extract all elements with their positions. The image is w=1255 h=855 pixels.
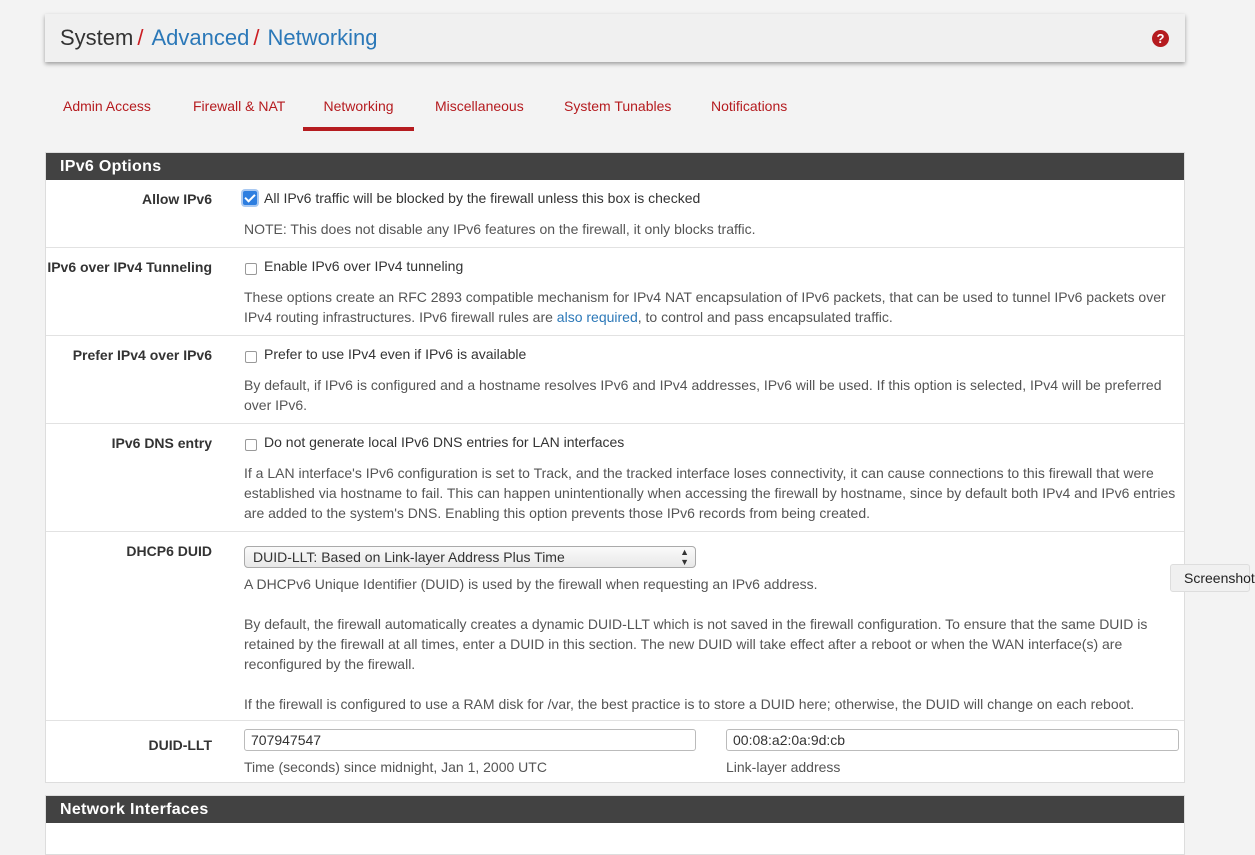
tab-firewall-nat[interactable]: Firewall & NAT	[193, 98, 286, 114]
duid-llt-time-input[interactable]: 707947547	[244, 729, 696, 751]
prefer-ipv4-text: Prefer to use IPv4 even if IPv6 is available	[264, 346, 527, 362]
tunneling-help	[244, 287, 1179, 327]
ipv6-options-panel	[45, 152, 1185, 783]
dhcp6-duid-label: DHCP6 DUID	[126, 543, 212, 559]
duid-help-3: If the firewall is configured to use a RAM disk for /var, the best practice is to store a DUID here; otherwise, the DUID will change on each reboot.	[244, 696, 1135, 712]
tunneling-row	[46, 248, 1184, 336]
duid-llt-time-help: Time (seconds) since midnight, Jan 1, 2000 UTC	[244, 759, 547, 775]
select-arrows-icon: ▲ ▼	[680, 547, 689, 567]
breadcrumb-system: System	[60, 25, 134, 50]
breadcrumb-separator: /	[137, 25, 144, 50]
ipv6-dns-row	[46, 424, 1184, 532]
screenshot-side-tab[interactable]: Screenshot	[1170, 564, 1250, 592]
dhcp6-duid-row	[46, 532, 1184, 721]
panel-heading: Network Interfaces	[46, 796, 1184, 823]
prefer-ipv4-checkbox[interactable]	[245, 351, 257, 363]
page-header	[45, 14, 1185, 62]
ipv6-dns-label: IPv6 DNS entry	[111, 435, 212, 451]
allow-ipv6-row	[46, 180, 1184, 248]
tab-miscellaneous[interactable]: Miscellaneous	[435, 98, 524, 114]
ipv6-dns-text: Do not generate local IPv6 DNS entries for LAN interfaces	[264, 434, 625, 450]
allow-ipv6-checkbox[interactable]	[243, 191, 257, 205]
tunneling-text: Enable IPv6 over IPv4 tunneling	[264, 258, 464, 274]
duid-help-1: A DHCPv6 Unique Identifier (DUID) is used by the firewall when requesting an IPv6 address.	[244, 576, 818, 592]
help-icon[interactable]: ?	[1152, 30, 1169, 47]
prefer-ipv4-row	[46, 336, 1184, 424]
breadcrumb-separator: /	[253, 25, 260, 50]
tunneling-label: IPv6 over IPv4 Tunneling	[47, 259, 212, 275]
allow-ipv6-label: Allow IPv6	[141, 191, 212, 207]
tab-bar	[45, 92, 945, 132]
duid-llt-row	[46, 721, 1184, 783]
ipv6-dns-help: If a LAN interface's IPv6 configuration is set to Track, and the tracked interface loses connectivity, it can cause connections to this firewall that were established via hostname to fail. This can happen unintentionally when accessing the firewall by hostname, since by default both IPv4 and IPv6 entries are added to the system's DNS. Enabling this option prevents those IPv6 records from being created.	[244, 465, 1176, 521]
tab-networking[interactable]: Networking	[303, 92, 414, 131]
also-required-link[interactable]: also required	[556, 309, 638, 325]
tab-system-tunables[interactable]: System Tunables	[564, 98, 672, 114]
duid-llt-link-input[interactable]: 00:08:a2:0a:9d:cb	[726, 729, 1179, 751]
duid-llt-link-help: Link-layer address	[726, 759, 841, 775]
allow-ipv6-note: NOTE: This does not disable any IPv6 features on the firewall, it only blocks traffic.	[244, 221, 756, 237]
ipv6-dns-checkbox[interactable]	[245, 439, 257, 451]
prefer-ipv4-label: Prefer IPv4 over IPv6	[72, 347, 212, 363]
duid-llt-label: DUID-LLT	[148, 737, 212, 753]
tunneling-help-text-end: , to control and pass encapsulated traffic.	[637, 309, 893, 325]
tunneling-help-text: These options create an RFC 2893 compatible mechanism for IPv4 NAT encapsulation of IPv6 packets, that can be used to tunnel IPv6 packets over IPv4 routing infrastructures. IPv6 firewall rules are	[244, 289, 1166, 325]
duid-type-value: DUID-LLT: Based on Link-layer Address Plus Time	[253, 549, 565, 565]
allow-ipv6-text: All IPv6 traffic will be blocked by the firewall unless this box is checked	[264, 190, 701, 206]
tab-notifications[interactable]: Notifications	[711, 98, 788, 114]
duid-type-select[interactable]	[244, 546, 696, 568]
prefer-ipv4-help: By default, if IPv6 is configured and a hostname resolves IPv6 and IPv4 addresses, IPv6 will be used. If this option is selected, IPv4 will be preferred over IPv6.	[244, 377, 1162, 413]
panel-heading: IPv6 Options	[46, 153, 1184, 180]
tunneling-checkbox[interactable]	[245, 263, 257, 275]
breadcrumb	[60, 25, 378, 51]
duid-help-2: By default, the firewall automatically creates a dynamic DUID-LLT which is not saved in the firewall configuration. To ensure that the same DUID is retained by the firewall at all times, enter a DUID in this section. The new DUID will take effect after a reboot or when the WAN interface(s) are reconfigured by the firewall.	[244, 616, 1148, 672]
tab-admin-access[interactable]: Admin Access	[63, 98, 151, 114]
network-interfaces-panel	[45, 795, 1185, 855]
breadcrumb-networking-link[interactable]: Networking	[267, 25, 378, 50]
breadcrumb-advanced-link[interactable]: Advanced	[151, 25, 250, 50]
